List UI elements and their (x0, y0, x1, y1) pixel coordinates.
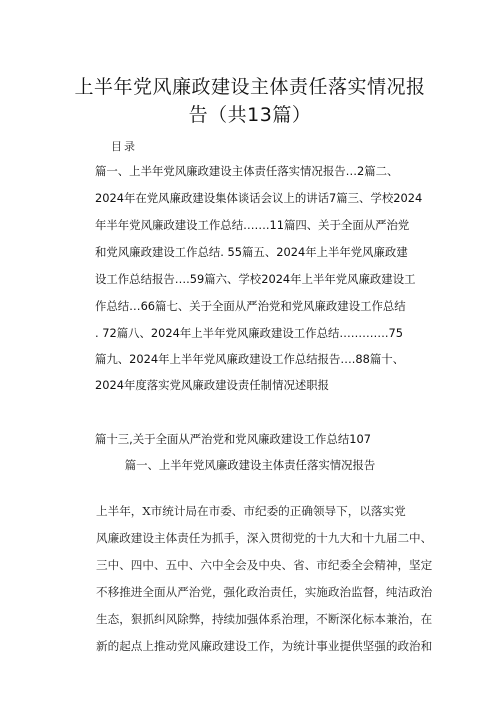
toc-label: 目录 (111, 140, 137, 153)
body-line: 三中、四中、五中、六中全会及中央、省、市纪委全会精神，坚定 (96, 558, 433, 572)
toc-line: 2024年在党风廉政建设集体谈话会议上的讲话7篇三、学校2024 (95, 191, 423, 205)
toc-line: . 72篇八、2024年上半年党风廉政建设工作总结………….75 (95, 326, 404, 340)
section-title: 篇一、上半年党风廉政建设主体责任落实情况报告 (124, 458, 376, 472)
body-line: 生态，狠抓纠风除弊，持续加强体系治理，不断深化标本兼治，在 (96, 612, 433, 626)
toc-line: 设工作总结报告….59篇六、学校2024年上半年党风廉政建设工 (95, 272, 416, 286)
toc-line: 篇九、2024年上半年党风廉政建设工作总结报告….88篇十、 (95, 352, 405, 366)
toc-line: 和党风廉政建设工作总结. 55篇五、2024年上半年党风廉政建 (95, 245, 408, 259)
document-title-line-2: 告（共13篇） (188, 104, 312, 126)
toc-line: 篇一、上半年党风廉政建设主体责任落实情况报告…2篇二、 (95, 164, 399, 178)
body-line: 新的起点上推动党风廉政建设工作，为统计事业提供坚强的政治和 (96, 639, 433, 653)
toc-line-13: 篇十三,关于全面从严治党和党风廉政建设工作总结107 (95, 432, 371, 446)
toc-line: 作总结…66篇七、关于全面从严治党和党风廉政建设工作总结 (95, 299, 406, 313)
document-title-line-1: 上半年党风廉政建设主体责任落实情况报 (74, 76, 426, 98)
body-line: 上半年，X市统计局在市委、市纪委的正确领导下，以落实党 (96, 504, 406, 518)
body-line: 风廉政建设主体责任为抓手，深入贯彻党的十九大和十九届二中、 (96, 531, 433, 545)
toc-line: 2024年度落实党风廉政建设责任制情况述职报 (95, 378, 330, 392)
body-line: 不移推进全面从严治党，强化政治责任，实施政治监督，纯洁政治 (96, 585, 433, 599)
toc-line: 年半年党风廉政建设工作总结…….11篇四、关于全面从严治党 (95, 218, 410, 232)
